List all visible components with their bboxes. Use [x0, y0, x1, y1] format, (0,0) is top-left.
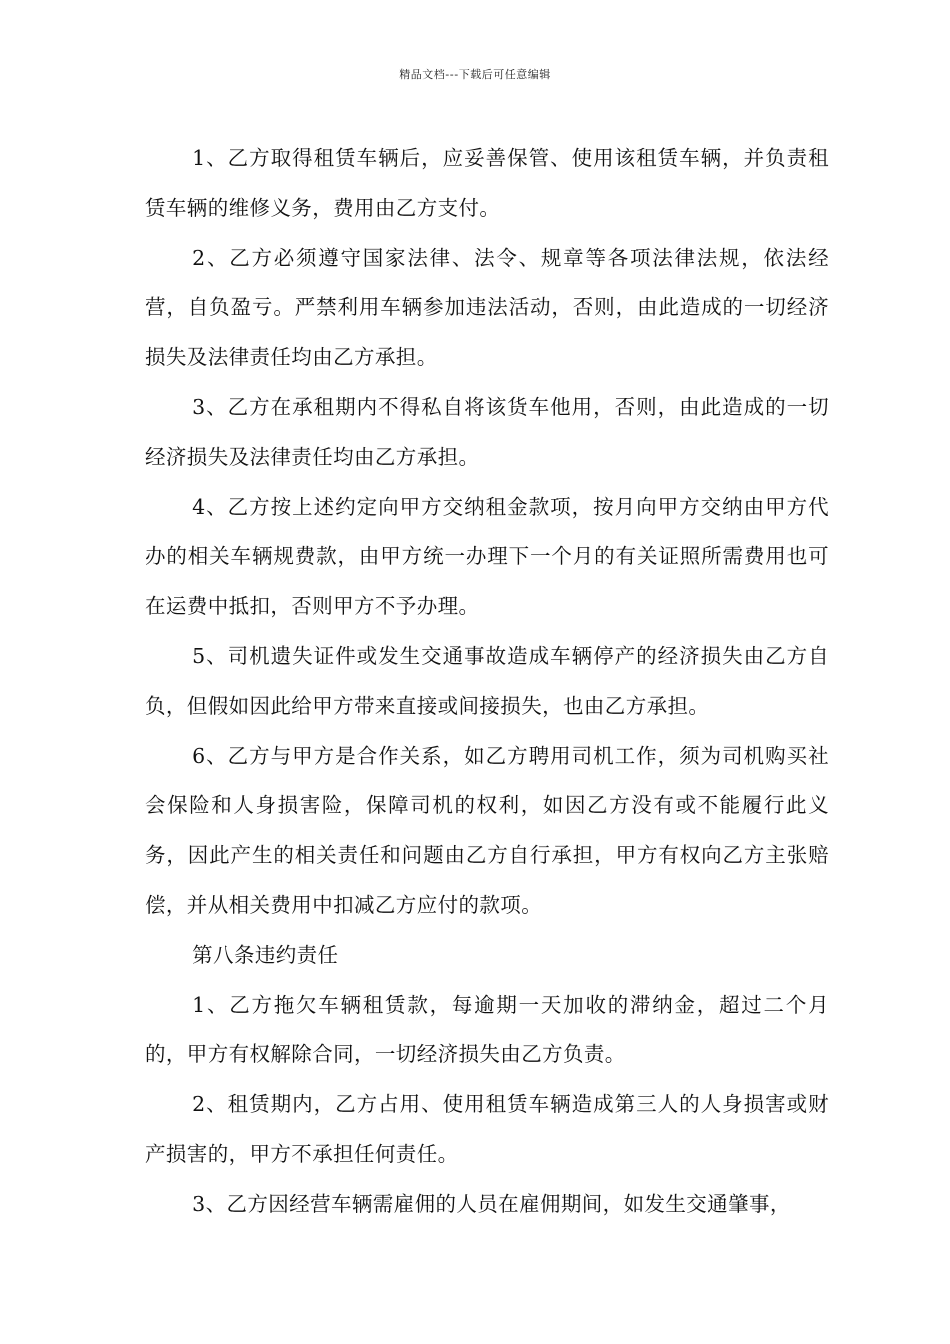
- paragraph-clause-4: 4、乙方按上述约定向甲方交纳租金款项，按月向甲方交纳由甲方代办的相关车辆规费款，由甲方统一办理下一个月的有关证照所需费用也可在运费中抵扣，否则甲方不予办理。: [145, 494, 829, 619]
- paragraph-clause-2: 2、乙方必须遵守国家法律、法令、规章等各项法律法规，依法经营，自负盈亏。严禁利用车辆参加违法活动，否则，由此造成的一切经济损失及法律责任均由乙方承担。: [145, 245, 829, 370]
- paragraph-liability-3: 3、乙方因经营车辆需雇佣的人员在雇佣期间，如发生交通肇事，: [192, 1191, 791, 1216]
- paragraph-clause-1: 1、乙方取得租赁车辆后，应妥善保管、使用该租赁车辆，并负责租赁车辆的维修义务，费用由乙方支付。: [145, 146, 829, 220]
- document-body: [145, 134, 829, 1230]
- paragraph-liability-1: 1、乙方拖欠车辆租赁款，每逾期一天加收的滞纳金，超过二个月的，甲方有权解除合同，一切经济损失由乙方负责。: [145, 992, 829, 1067]
- paragraph-liability-2: 2、租赁期内，乙方占用、使用租赁车辆造成第三人的人身损害或财产损害的，甲方不承担任何责任。: [145, 1092, 829, 1166]
- paragraph-clause-5: 5、司机遗失证件或发生交通事故造成车辆停产的经济损失由乙方自负，但假如因此给甲方带来直接或间接损失，也由乙方承担。: [145, 643, 829, 718]
- paragraph-clause-6: 6、乙方与甲方是合作关系，如乙方聘用司机工作，须为司机购买社会保险和人身损害险，保障司机的权利，如因乙方没有或不能履行此义务，因此产生的相关责任和问题由乙方自行承担，甲方有权向乙方主张赔偿，并从相关费用中扣减乙方应付的款项。: [145, 743, 829, 917]
- page-header: 精品文档---下载后可任意编辑: [399, 68, 551, 81]
- section-heading-article-8: 第八条违约责任: [192, 942, 339, 967]
- paragraph-clause-3: 3、乙方在承租期内不得私自将该货车他用，否则，由此造成的一切经济损失及法律责任均由乙方承担。: [145, 394, 829, 469]
